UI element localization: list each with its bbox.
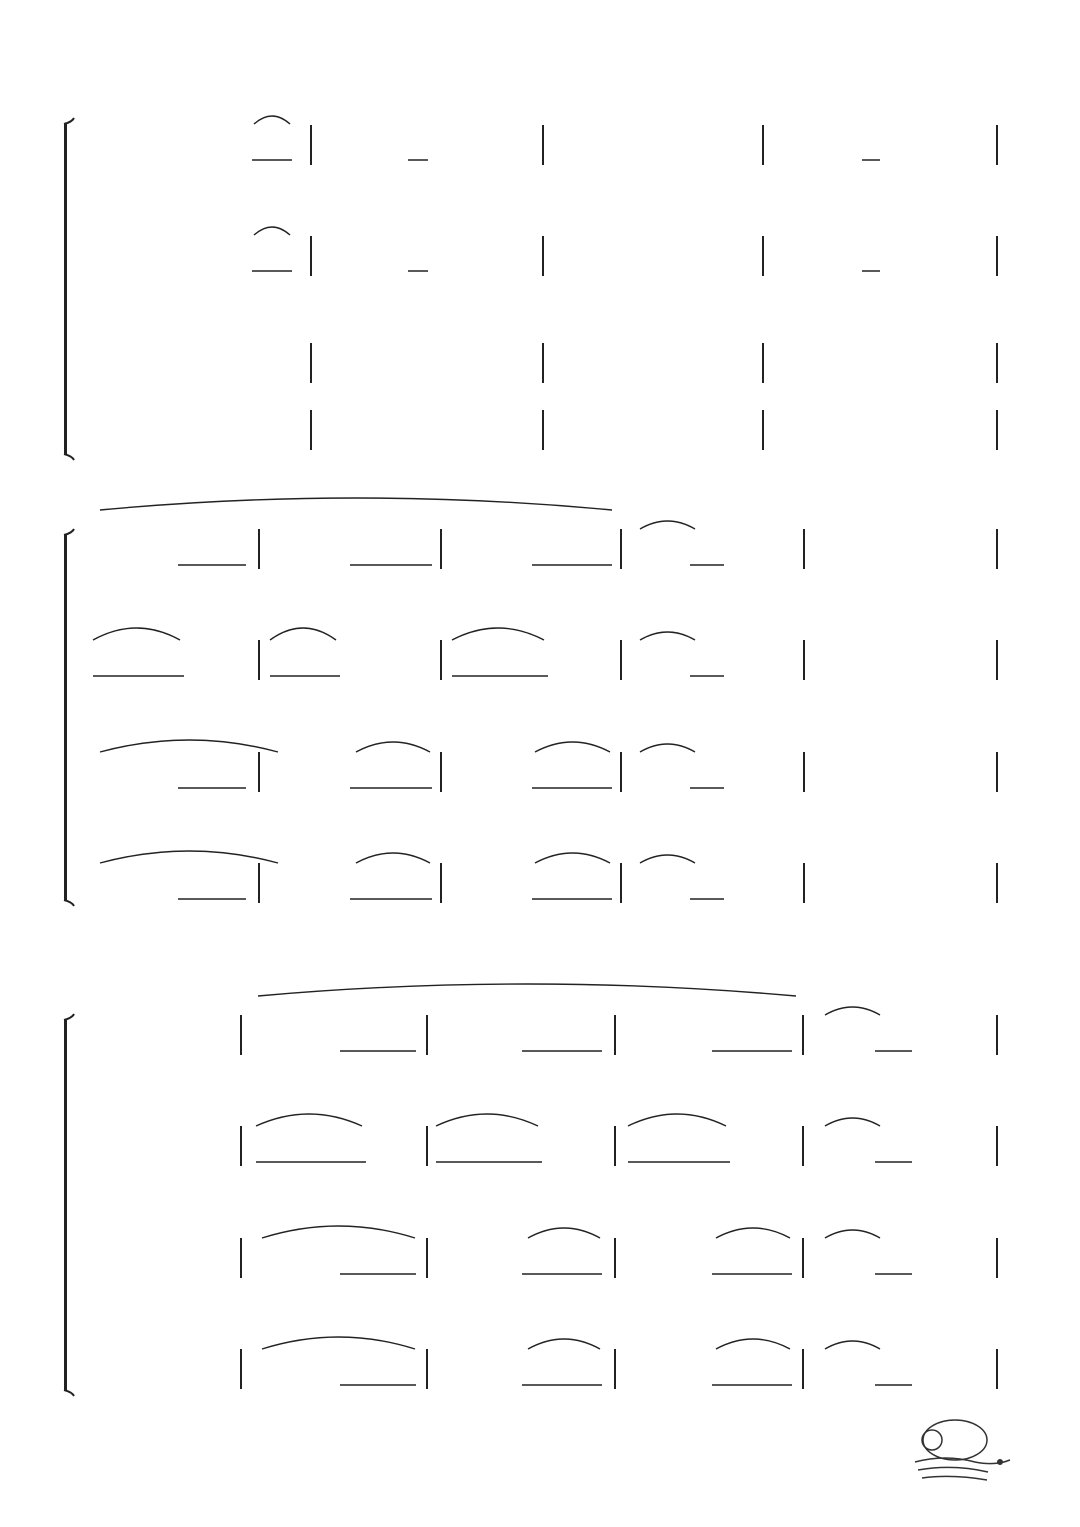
slur xyxy=(716,1339,790,1349)
slur xyxy=(93,628,180,640)
barline xyxy=(310,410,312,450)
barline xyxy=(996,1349,998,1389)
slur xyxy=(436,1114,538,1126)
slur xyxy=(262,1337,415,1349)
bracket-hook xyxy=(64,454,74,460)
barline xyxy=(996,640,998,680)
barline xyxy=(310,125,312,165)
barline xyxy=(996,236,998,276)
barline xyxy=(614,1015,616,1055)
slur xyxy=(100,740,278,752)
barline xyxy=(996,343,998,383)
barline xyxy=(614,1349,616,1389)
slur xyxy=(825,1118,880,1126)
barline xyxy=(996,410,998,450)
barline xyxy=(614,1238,616,1278)
barline xyxy=(426,1238,428,1278)
slur xyxy=(535,853,610,863)
barline xyxy=(996,1015,998,1055)
barline xyxy=(802,1349,804,1389)
barline xyxy=(240,1126,242,1166)
slur xyxy=(254,227,290,235)
barline xyxy=(542,410,544,450)
slur xyxy=(262,1226,415,1238)
barline xyxy=(542,236,544,276)
slur xyxy=(100,851,278,863)
system-bracket xyxy=(64,124,67,454)
sheep-logo-icon xyxy=(915,1420,1010,1480)
barline xyxy=(258,529,260,569)
barline xyxy=(620,640,622,680)
slur xyxy=(535,742,610,752)
system-bracket xyxy=(64,1020,67,1390)
barline xyxy=(762,236,764,276)
barline xyxy=(620,863,622,903)
barline xyxy=(803,863,805,903)
slur xyxy=(640,855,695,863)
slur xyxy=(825,1230,880,1238)
slur xyxy=(452,628,544,640)
barline xyxy=(614,1126,616,1166)
slur xyxy=(716,1228,790,1238)
barline xyxy=(240,1015,242,1055)
barline xyxy=(996,1126,998,1166)
slur xyxy=(100,498,612,510)
slur xyxy=(356,742,430,752)
barline xyxy=(426,1126,428,1166)
barline xyxy=(803,752,805,792)
slur xyxy=(628,1114,726,1126)
slur xyxy=(825,1007,880,1015)
barline xyxy=(996,529,998,569)
barline xyxy=(310,236,312,276)
bracket-hook xyxy=(64,900,74,906)
slur xyxy=(270,628,336,640)
slur xyxy=(528,1339,600,1349)
barline xyxy=(802,1015,804,1055)
barline xyxy=(426,1349,428,1389)
barline xyxy=(258,752,260,792)
barline xyxy=(240,1238,242,1278)
barline xyxy=(996,752,998,792)
barline xyxy=(996,125,998,165)
barline xyxy=(762,410,764,450)
bracket-hook xyxy=(64,1390,74,1396)
slur xyxy=(256,1114,362,1126)
barline xyxy=(310,343,312,383)
slur xyxy=(825,1341,880,1349)
barline xyxy=(996,863,998,903)
slur xyxy=(640,744,695,752)
barline xyxy=(440,640,442,680)
slur xyxy=(356,853,430,863)
barline xyxy=(426,1015,428,1055)
barline xyxy=(802,1126,804,1166)
slur xyxy=(640,632,695,640)
slur xyxy=(528,1228,600,1238)
barline xyxy=(258,863,260,903)
barline xyxy=(240,1349,242,1389)
barline xyxy=(258,640,260,680)
barline xyxy=(542,343,544,383)
slur xyxy=(258,984,796,996)
barline xyxy=(620,529,622,569)
barline xyxy=(542,125,544,165)
barline xyxy=(803,529,805,569)
barline xyxy=(802,1238,804,1278)
barline xyxy=(440,752,442,792)
barline xyxy=(762,125,764,165)
barline xyxy=(440,529,442,569)
barline xyxy=(440,863,442,903)
slur xyxy=(254,116,290,124)
barline xyxy=(803,640,805,680)
slur xyxy=(640,521,695,529)
system-bracket xyxy=(64,535,67,900)
barline xyxy=(620,752,622,792)
barline xyxy=(762,343,764,383)
barline xyxy=(996,1238,998,1278)
